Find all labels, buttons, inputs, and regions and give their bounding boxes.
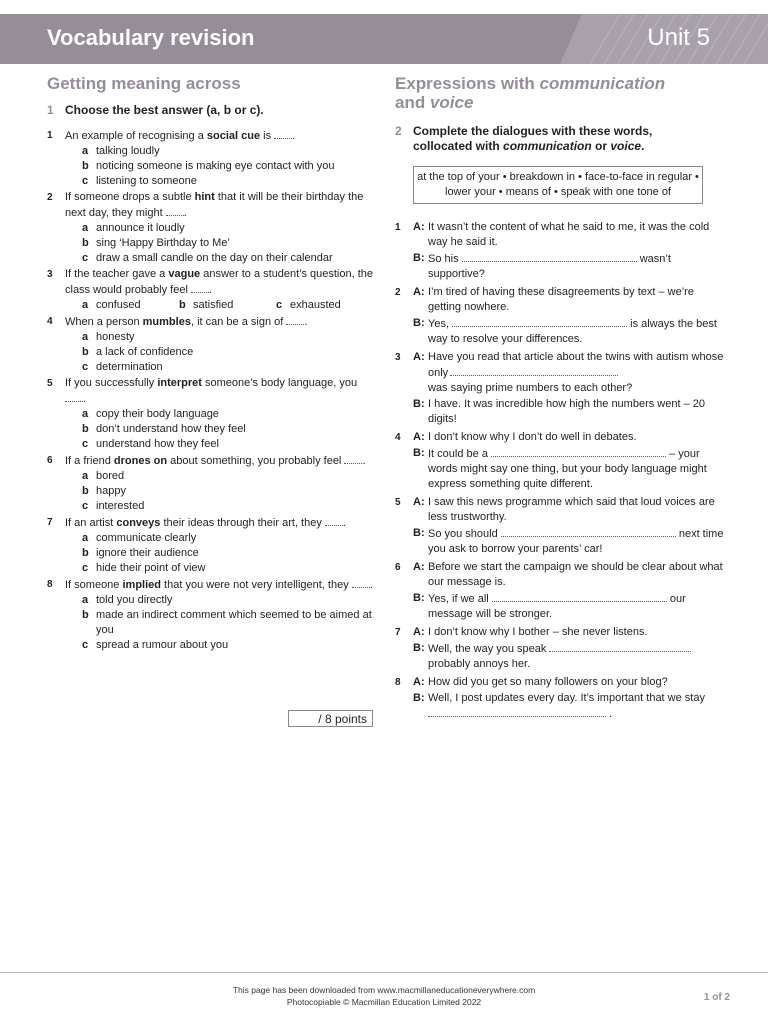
- option-list: [47, 221, 375, 266]
- answer-blank: [344, 453, 362, 464]
- dialogue-item: [395, 675, 725, 722]
- dialogue-text-b: Yes, is always the best way to resolve your differences.: [428, 318, 717, 345]
- speaker-a: A:: [413, 561, 425, 573]
- option: [82, 499, 375, 514]
- question-keyword: interpret: [157, 377, 202, 389]
- dialogue-text-a: Have you read that article about the twins with autism whose only was saying prime numbers to each other?: [428, 351, 724, 394]
- question-text: If an artist conveys their ideas through their art, they .: [65, 517, 346, 529]
- answer-blank: [450, 365, 618, 376]
- dialogue-text-b: So his wasn’t supportive?: [428, 253, 671, 280]
- answer-blank: [428, 706, 606, 717]
- option-list: [47, 330, 375, 375]
- speaker-a: A:: [413, 221, 425, 233]
- option: [82, 159, 375, 174]
- option-letter: b: [82, 547, 89, 559]
- left-column: [47, 72, 375, 654]
- question-item: [47, 314, 375, 375]
- page-number: 1 of 2: [703, 992, 730, 1003]
- speaker-b: B:: [413, 398, 425, 410]
- question-number: 8: [47, 579, 53, 590]
- option: [276, 298, 373, 313]
- option-text: communicate clearly: [96, 532, 197, 544]
- question-stem: [47, 190, 375, 221]
- question-stem: [47, 376, 375, 407]
- question-number: 3: [47, 269, 53, 280]
- dialogue-number: 2: [395, 287, 401, 298]
- option-list: [47, 593, 375, 653]
- question-number: 6: [47, 455, 53, 466]
- exercise-2-instruction: 2 Complete the dialogues with these words, collocated with communication or voice.: [395, 124, 653, 153]
- dialogue-number: 1: [395, 222, 401, 233]
- speaker-a: A:: [413, 286, 425, 298]
- option-text: bored: [96, 470, 125, 482]
- dialogue-text-a: I’m tired of having these disagreements by text – we’re getting nowhere.: [428, 286, 694, 313]
- option-letter: c: [82, 438, 89, 450]
- speaker-b: B:: [413, 592, 425, 604]
- question-keyword: mumbles: [142, 316, 191, 328]
- question-stem: [47, 128, 375, 144]
- option-letter: a: [82, 408, 89, 420]
- question-keyword: conveys: [116, 517, 161, 529]
- option-letter: b: [179, 299, 186, 311]
- question-text: If the teacher gave a vague answer to a student’s question, the class would probably feel .: [65, 268, 374, 296]
- question-number: 1: [47, 130, 53, 141]
- dialogue-item: [395, 560, 725, 622]
- dialogue-text-b: So you should next time you ask to borrow your parents’ car!: [428, 528, 724, 555]
- option-text: copy their body language: [96, 408, 219, 420]
- option-letter: b: [82, 423, 89, 435]
- dialogue-item: [395, 350, 725, 427]
- question-stem: [47, 515, 375, 531]
- answer-blank: [325, 515, 343, 526]
- answer-blank: [191, 282, 209, 293]
- question-number: 7: [47, 517, 53, 528]
- option-letter: b: [82, 485, 89, 497]
- speaker-a: A:: [413, 676, 425, 688]
- option: [82, 298, 179, 313]
- word-box: at the top of your • breakdown in • face-to-face in regular • lower your • means of • speak with one tone of: [413, 166, 703, 204]
- answer-blank: [166, 205, 184, 216]
- answer-blank: [549, 641, 691, 652]
- question-text: If a friend drones on about something, you probably feel .: [65, 455, 366, 467]
- dialogue-text-a: I don’t know why I bother – she never listens.: [428, 626, 648, 638]
- question-keyword: implied: [122, 579, 161, 591]
- question-text: An example of recognising a social cue is .: [65, 130, 296, 142]
- dialogue-number: 8: [395, 677, 401, 688]
- question-item: [47, 190, 375, 266]
- option-text: talking loudly: [96, 145, 160, 157]
- speaker-b: B:: [413, 317, 425, 329]
- dialogue-line-a: [395, 675, 725, 690]
- section-title-meaning: Getting meaning across: [47, 74, 241, 93]
- option-letter: c: [82, 175, 89, 187]
- right-column: [395, 72, 725, 725]
- dialogue-line-a: [395, 560, 725, 590]
- option-letter: a: [82, 222, 89, 234]
- option-text: don’t understand how they feel: [96, 423, 246, 435]
- question-text: If someone drops a subtle hint that it will be their birthday the next day, they might .: [65, 191, 364, 219]
- option: [82, 561, 375, 576]
- option: [82, 638, 375, 653]
- speaker-b: B:: [413, 527, 425, 539]
- dialogue-text-b: Yes, if we all our message will be stronger.: [428, 593, 686, 620]
- option: [82, 251, 375, 266]
- dialogue-text-b: Well, the way you speak probably annoys her.: [428, 641, 725, 672]
- dialogue-line-b: [395, 526, 725, 557]
- option-letter: a: [82, 299, 89, 311]
- option-letter: b: [82, 346, 89, 358]
- option: [82, 221, 375, 236]
- option-text: draw a small candle on the day on their calendar: [96, 252, 333, 264]
- option-letter: b: [82, 237, 89, 249]
- option-letter: a: [82, 470, 89, 482]
- dialogue-number: 6: [395, 562, 401, 573]
- dialogue-item: [395, 495, 725, 557]
- option: [82, 360, 375, 375]
- answer-blank: [352, 577, 370, 588]
- dialogue-text-a: I don’t know why I don’t do well in debates.: [428, 431, 637, 443]
- dialogue-line-b: [395, 446, 725, 492]
- speaker-b: B:: [413, 252, 425, 264]
- footer-divider: [0, 972, 768, 973]
- question-list: [47, 128, 375, 653]
- option-letter: b: [82, 160, 89, 172]
- points-box: / 8 points: [288, 710, 373, 727]
- question-stem: [47, 577, 375, 593]
- option: [82, 345, 375, 360]
- question-number: 5: [47, 378, 53, 389]
- option-letter: a: [82, 532, 89, 544]
- exercise-1-instruction: 1 Choose the best answer (a, b or c).: [47, 103, 264, 117]
- option-text: listening to someone: [96, 175, 197, 187]
- footer-copyright: Photocopiable © Macmillan Education Limited 2022: [286, 997, 482, 1007]
- dialogue-line-b: [395, 316, 725, 347]
- speaker-b: B:: [413, 692, 425, 704]
- option-text: ignore their audience: [96, 547, 199, 559]
- dialogue-line-b: [395, 397, 725, 427]
- option: [82, 484, 375, 499]
- option-letter: c: [82, 500, 89, 512]
- answer-blank: [501, 526, 676, 537]
- option-text: exhausted: [290, 299, 341, 311]
- page-title: Vocabulary revision: [47, 25, 255, 50]
- speaker-b: B:: [413, 447, 425, 459]
- dialogue-number: 3: [395, 352, 401, 363]
- option-text: sing ‘Happy Birthday to Me’: [96, 237, 230, 249]
- question-number: 2: [47, 192, 53, 203]
- dialogue-list: [395, 220, 725, 722]
- footer-download-note: This page has been downloaded from www.macmillaneducationeverywhere.com: [232, 985, 536, 995]
- dialogue-text-b: Well, I post updates every day. It’s important that we stay .: [428, 692, 705, 720]
- dialogue-line-a: [395, 220, 725, 250]
- option: [82, 422, 375, 437]
- option-row: [47, 298, 375, 313]
- dialogue-line-a: [395, 350, 725, 396]
- question-number: 4: [47, 316, 53, 327]
- option: [179, 298, 276, 313]
- answer-blank: [492, 591, 667, 602]
- speaker-b: B:: [413, 642, 425, 654]
- question-keyword: drones on: [113, 455, 168, 467]
- answer-blank: [65, 391, 83, 402]
- option-text: honesty: [96, 331, 135, 343]
- dialogue-line-b: [395, 691, 725, 722]
- answer-blank: [491, 446, 666, 457]
- dialogue-text-b: It could be a – your words might say one thing, but your body language might express something quite different.: [428, 448, 707, 490]
- option-list: [47, 407, 375, 452]
- question-stem: [47, 453, 375, 469]
- option: [82, 437, 375, 452]
- question-keyword: hint: [194, 191, 215, 203]
- option-text: announce it loudly: [96, 222, 185, 234]
- option-text: understand how they feel: [96, 438, 219, 450]
- dialogue-text-a: How did you get so many followers on your blog?: [428, 676, 668, 688]
- question-keyword: social cue: [206, 130, 261, 142]
- answer-blank: [452, 316, 627, 327]
- question-item: [47, 577, 375, 653]
- dialogue-text-a: Before we start the campaign we should be clear about what our message is.: [428, 561, 723, 588]
- answer-blank: [462, 251, 637, 262]
- option-text: interested: [96, 500, 145, 512]
- dialogue-line-b: [395, 591, 725, 622]
- answer-blank: [274, 128, 292, 139]
- option-text: a lack of confidence: [96, 346, 194, 358]
- option-letter: c: [276, 299, 283, 311]
- dialogue-number: 4: [395, 432, 401, 443]
- header-bar: [0, 14, 768, 64]
- unit-label: Unit 5: [647, 24, 710, 51]
- dialogue-text-a: It wasn’t the content of what he said to me, it was the cold way he said it.: [428, 221, 710, 248]
- speaker-a: A:: [413, 496, 425, 508]
- dialogue-text-b: I have. It was incredible how high the numbers went – 20 digits!: [428, 398, 705, 425]
- dialogue-item: [395, 430, 725, 492]
- option: [82, 531, 375, 546]
- option: [82, 174, 375, 189]
- question-item: [47, 128, 375, 189]
- option-text: determination: [96, 361, 163, 373]
- option: [82, 546, 375, 561]
- question-stem: [47, 267, 375, 298]
- dialogue-item: [395, 220, 725, 282]
- question-text: If you successfully interpret someone’s body language, you .: [65, 377, 358, 405]
- dialogue-item: [395, 625, 725, 672]
- option-text: confused: [96, 299, 141, 311]
- option-list: [47, 469, 375, 514]
- option-letter: c: [82, 639, 89, 651]
- speaker-a: A:: [413, 431, 425, 443]
- speaker-a: A:: [413, 626, 425, 638]
- option: [82, 330, 375, 345]
- option-letter: c: [82, 252, 89, 264]
- option-list: [47, 144, 375, 189]
- question-text: If someone implied that you were not very intelligent, they .: [65, 579, 373, 591]
- dialogue-line-a: [395, 495, 725, 525]
- option: [82, 236, 375, 251]
- option-letter: c: [82, 361, 89, 373]
- footer: [0, 984, 768, 1008]
- question-stem: [47, 314, 375, 330]
- question-item: [47, 515, 375, 576]
- question-text: When a person mumbles, it can be a sign of .: [65, 316, 308, 328]
- dialogue-line-a: [395, 430, 725, 445]
- option: [82, 593, 375, 608]
- option: [82, 407, 375, 422]
- question-item: [47, 267, 375, 313]
- option-text: made an indirect comment which seemed to be aimed at you: [96, 609, 372, 636]
- option: [82, 608, 375, 638]
- option-letter: a: [82, 145, 89, 157]
- option-list: [47, 531, 375, 576]
- dialogue-line-b: [395, 641, 725, 672]
- question-item: [47, 453, 375, 514]
- option-letter: a: [82, 331, 89, 343]
- option-text: happy: [96, 485, 126, 497]
- dialogue-number: 5: [395, 497, 401, 508]
- option-letter: b: [82, 609, 89, 621]
- option-letter: c: [82, 562, 89, 574]
- dialogue-line-a: [395, 625, 725, 640]
- answer-blank: [286, 314, 304, 325]
- section-title-expressions: Expressions with communication and voice: [395, 74, 666, 112]
- dialogue-line-b: [395, 251, 725, 282]
- dialogue-line-a: [395, 285, 725, 315]
- option-letter: a: [82, 594, 89, 606]
- option-text: satisfied: [193, 299, 234, 311]
- option-text: noticing someone is making eye contact with you: [96, 160, 335, 172]
- speaker-a: A:: [413, 351, 425, 363]
- dialogue-number: 7: [395, 627, 401, 638]
- option: [82, 144, 375, 159]
- option-text: told you directly: [96, 594, 173, 606]
- dialogue-item: [395, 285, 725, 347]
- option-text: hide their point of view: [96, 562, 206, 574]
- option-text: spread a rumour about you: [96, 639, 229, 651]
- question-keyword: vague: [168, 268, 201, 280]
- question-item: [47, 376, 375, 452]
- option: [82, 469, 375, 484]
- dialogue-text-a: I saw this news programme which said that loud voices are less trustworthy.: [428, 496, 715, 523]
